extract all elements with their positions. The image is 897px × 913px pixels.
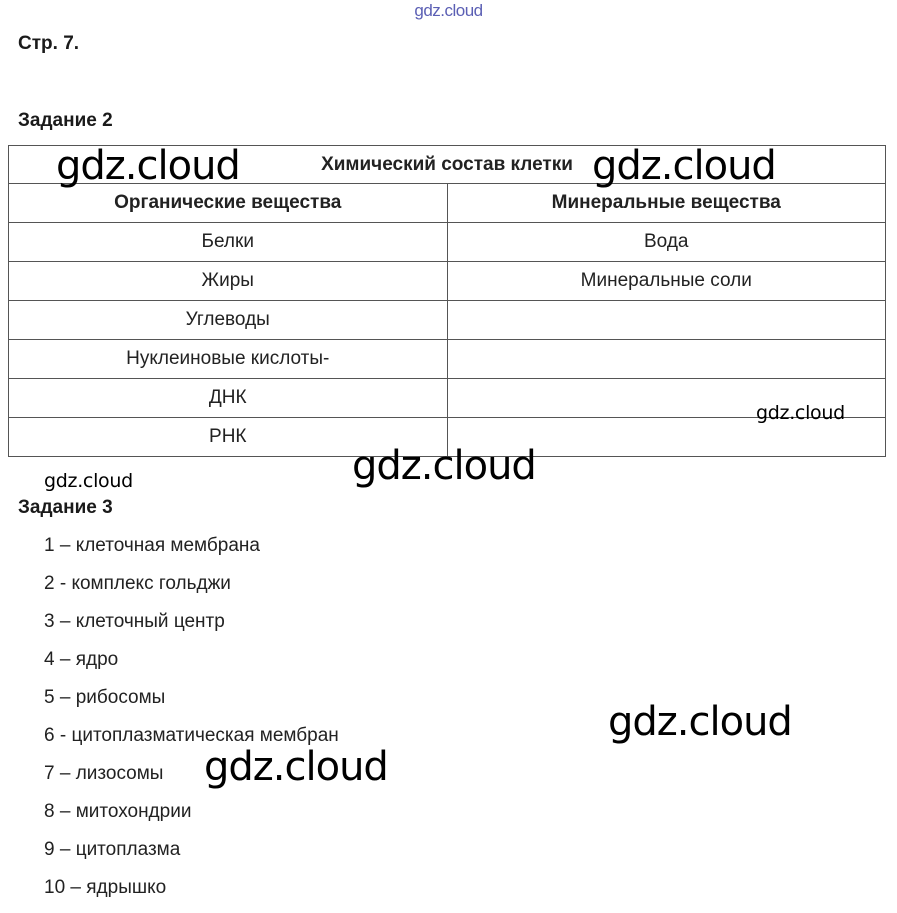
- watermark: gdz.cloud: [44, 470, 133, 492]
- table-cell: Белки: [9, 223, 448, 262]
- table-cell: Углеводы: [9, 301, 448, 340]
- list-item: 2 - комплекс гольджи: [44, 573, 231, 594]
- table-cell: Жиры: [9, 262, 448, 301]
- table-cell: [447, 340, 886, 379]
- watermark: gdz.cloud: [756, 402, 845, 424]
- watermark: gdz.cloud: [56, 143, 240, 189]
- table-row: [9, 262, 886, 301]
- table-cell: РНК: [9, 418, 448, 457]
- table-row: [9, 223, 886, 262]
- table-header-row: [9, 184, 886, 223]
- cell-parts-list: [44, 533, 339, 913]
- table-row: [9, 379, 886, 418]
- table-row: [9, 340, 886, 379]
- list-item: 7 – лизосомы: [44, 763, 164, 784]
- chemical-composition-table: [8, 145, 886, 457]
- list-item: 8 – митохондрии: [44, 801, 192, 822]
- table-cell: Минеральные соли: [447, 262, 886, 301]
- list-item: 1 – клеточная мембрана: [44, 535, 260, 556]
- list-item: 6 - цитоплазматическая мембран: [44, 725, 339, 746]
- table-cell: Нуклеиновые кислоты-: [9, 340, 448, 379]
- table-cell: [447, 301, 886, 340]
- column-header-mineral: Минеральные вещества: [447, 184, 886, 223]
- list-item: 3 – клеточный центр: [44, 611, 225, 632]
- page-reference: Стр. 7.: [18, 33, 80, 54]
- watermark: gdz.cloud: [204, 744, 388, 790]
- task-3-heading: Задание 3: [18, 497, 113, 518]
- list-item: 9 – цитоплазма: [44, 839, 181, 860]
- column-header-organic: Органические вещества: [9, 184, 448, 223]
- table-title: Химический состав клетки: [9, 146, 886, 184]
- list-item: 10 – ядрышко: [44, 877, 167, 898]
- watermark: gdz.cloud: [592, 143, 776, 189]
- watermark: gdz.cloud: [608, 699, 792, 745]
- table-row: [9, 301, 886, 340]
- watermark: gdz.cloud: [352, 443, 536, 489]
- list-item: 4 – ядро: [44, 649, 119, 670]
- task-2-heading: Задание 2: [18, 110, 113, 131]
- top-watermark: gdz.cloud: [414, 1, 483, 20]
- table-cell: Вода: [447, 223, 886, 262]
- list-item: 5 – рибосомы: [44, 687, 166, 708]
- table-cell: ДНК: [9, 379, 448, 418]
